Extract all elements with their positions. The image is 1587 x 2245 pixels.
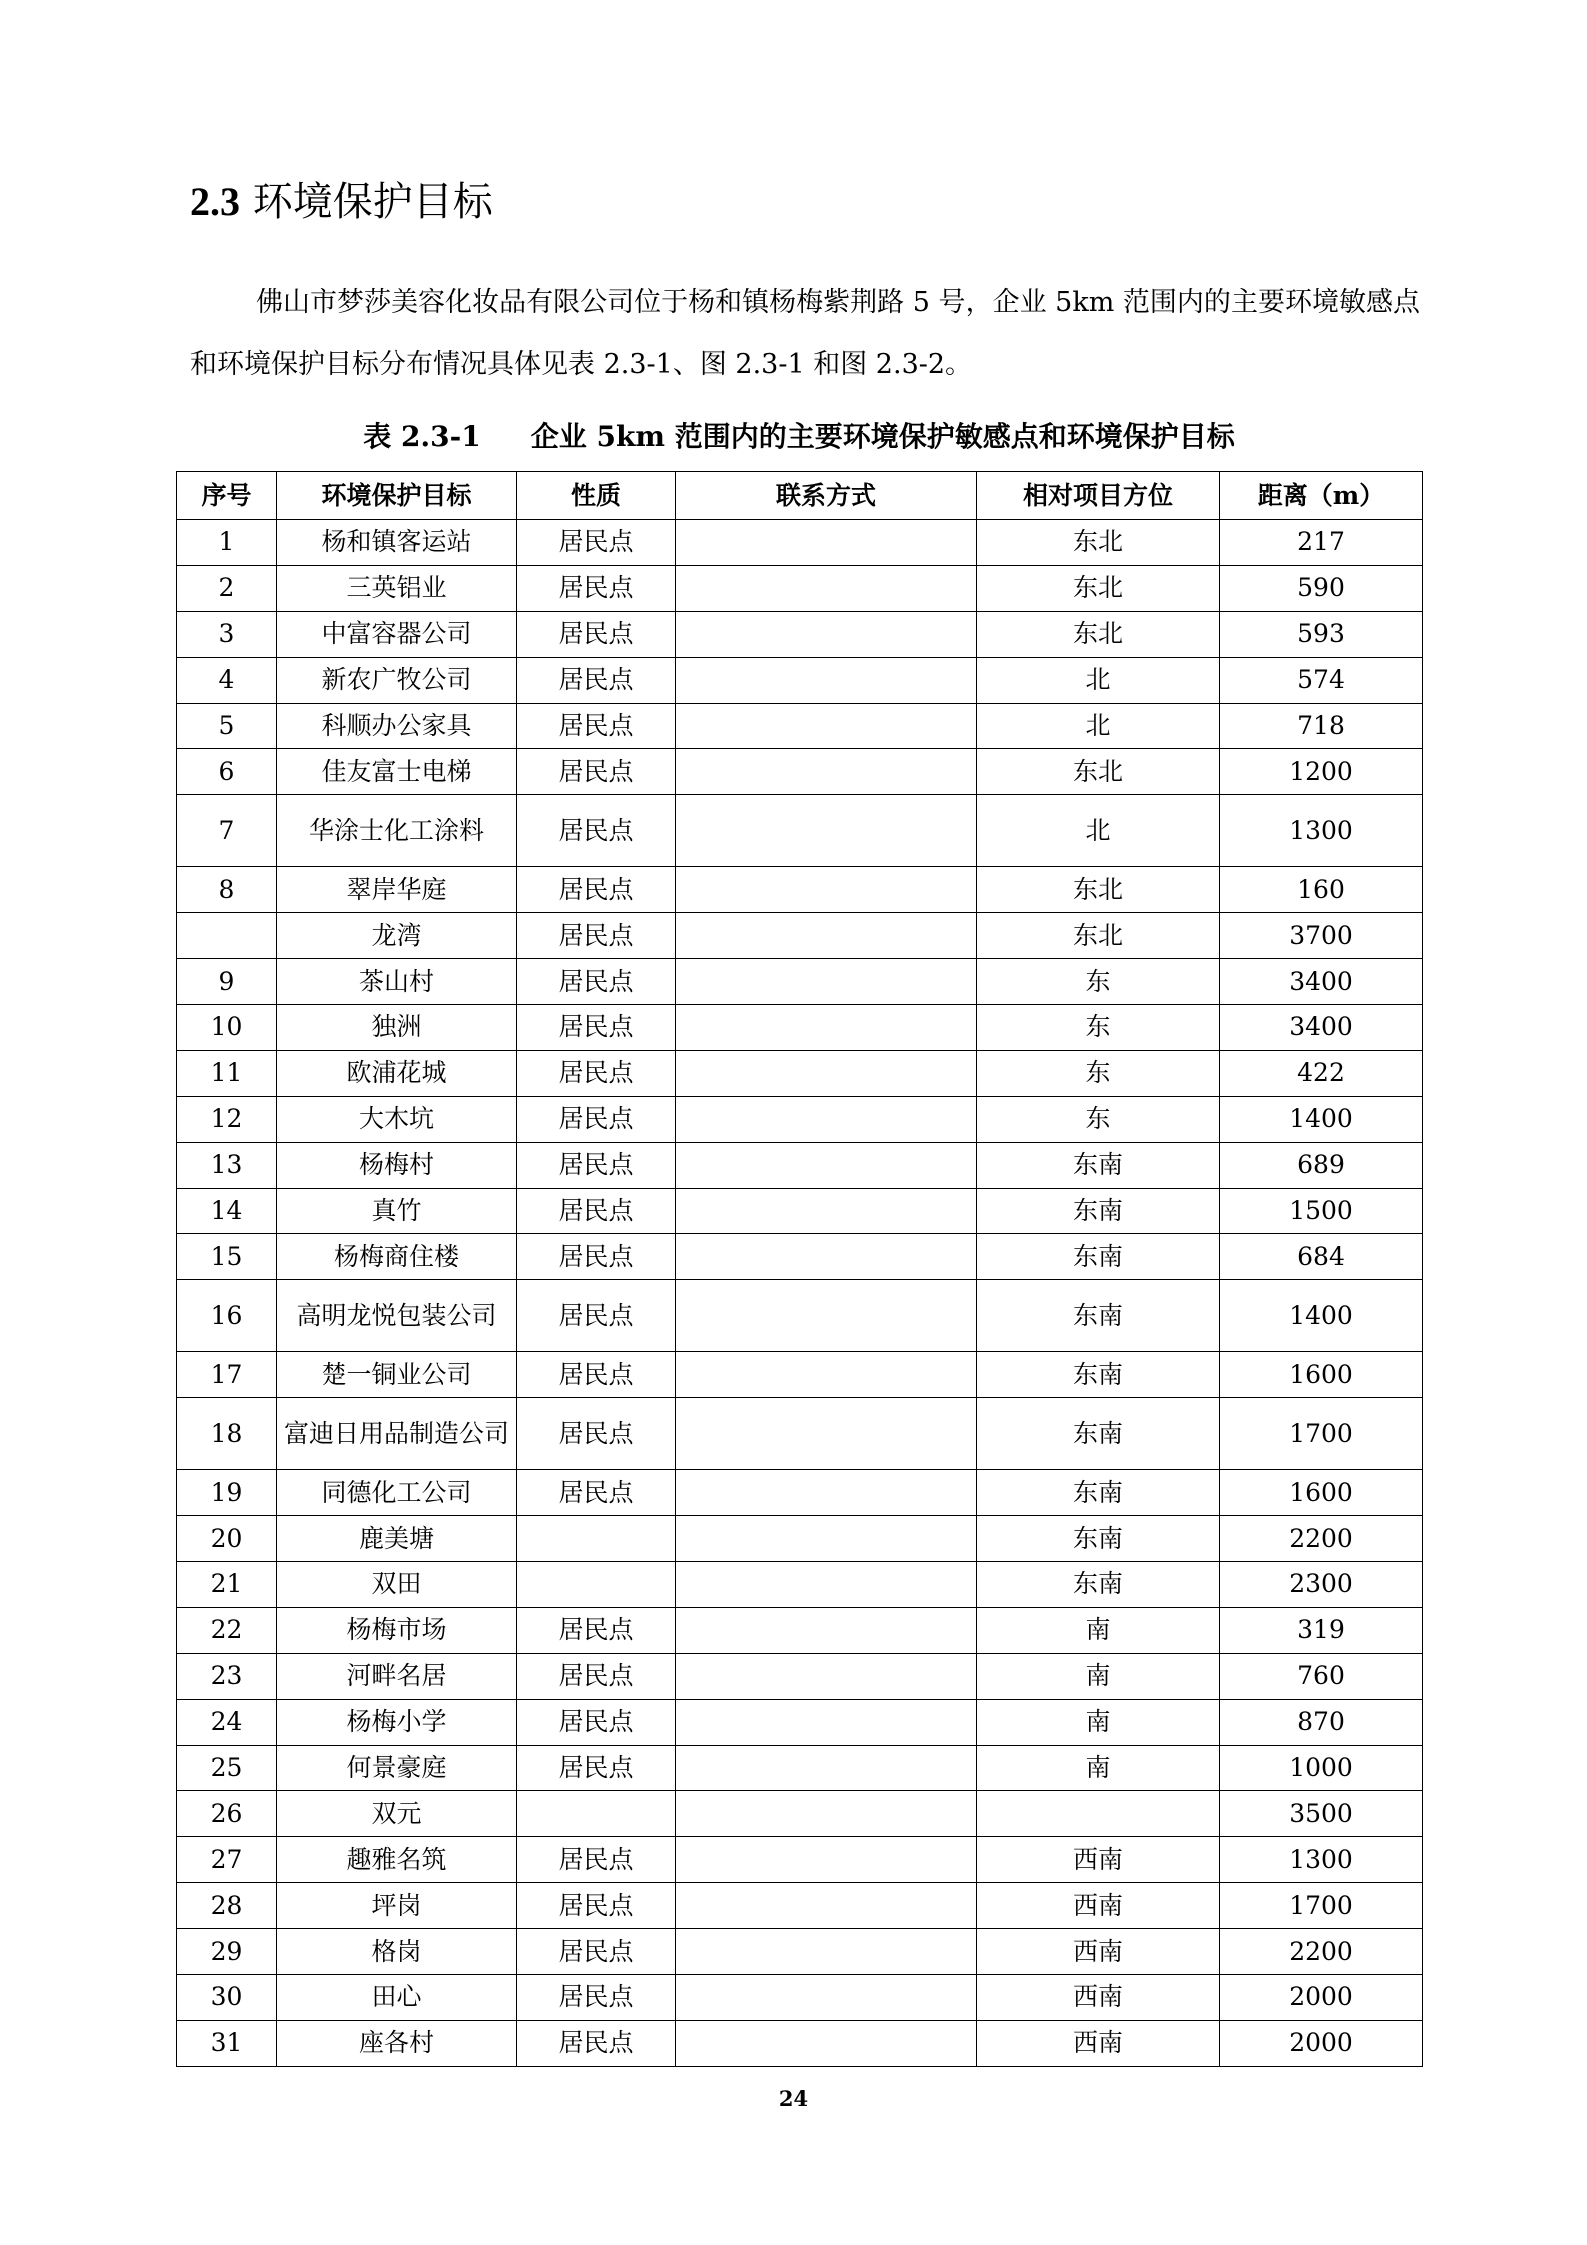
cell-distance: 2200 — [1220, 1516, 1423, 1562]
table-caption-number: 表 2.3-1 — [363, 420, 481, 453]
cell-nature: 居民点 — [517, 1975, 676, 2021]
cell-distance: 590 — [1220, 565, 1423, 611]
cell-no: 9 — [177, 959, 277, 1005]
cell-direction: 南 — [977, 1607, 1220, 1653]
cell-contact — [676, 1699, 977, 1745]
cell-nature: 居民点 — [517, 1653, 676, 1699]
cell-distance: 684 — [1220, 1234, 1423, 1280]
cell-target: 杨梅小学 — [277, 1699, 517, 1745]
header-contact: 联系方式 — [676, 472, 977, 520]
cell-target: 中富容器公司 — [277, 611, 517, 657]
cell-distance: 1700 — [1220, 1398, 1423, 1470]
table-row — [177, 611, 1423, 657]
header-direction: 相对项目方位 — [977, 472, 1220, 520]
cell-direction: 北 — [977, 657, 1220, 703]
table-row — [177, 1005, 1423, 1051]
cell-nature — [517, 1516, 676, 1562]
cell-distance: 217 — [1220, 520, 1423, 566]
cell-target: 双元 — [277, 1791, 517, 1837]
cell-target: 杨梅市场 — [277, 1607, 517, 1653]
table-row — [177, 1234, 1423, 1280]
table-body — [177, 520, 1423, 2067]
cell-contact — [676, 1188, 977, 1234]
cell-no: 12 — [177, 1096, 277, 1142]
cell-target: 新农广牧公司 — [277, 657, 517, 703]
table-row — [177, 1975, 1423, 2021]
cell-contact — [676, 1562, 977, 1608]
cell-nature: 居民点 — [517, 1398, 676, 1470]
cell-nature: 居民点 — [517, 913, 676, 959]
cell-direction: 北 — [977, 795, 1220, 867]
cell-direction: 南 — [977, 1699, 1220, 1745]
cell-no: 6 — [177, 749, 277, 795]
cell-direction: 东北 — [977, 749, 1220, 795]
cell-distance: 422 — [1220, 1050, 1423, 1096]
cell-nature: 居民点 — [517, 703, 676, 749]
cell-no: 2 — [177, 565, 277, 611]
cell-nature: 居民点 — [517, 1188, 676, 1234]
table-row — [177, 1096, 1423, 1142]
cell-distance: 3400 — [1220, 959, 1423, 1005]
cell-contact — [676, 657, 977, 703]
cell-contact — [676, 1516, 977, 1562]
table-row — [177, 1050, 1423, 1096]
cell-nature: 居民点 — [517, 1352, 676, 1398]
cell-contact — [676, 1470, 977, 1516]
cell-nature: 居民点 — [517, 1745, 676, 1791]
cell-contact — [676, 1096, 977, 1142]
cell-nature: 居民点 — [517, 959, 676, 1005]
cell-no: 21 — [177, 1562, 277, 1608]
cell-no: 17 — [177, 1352, 277, 1398]
table-row — [177, 1791, 1423, 1837]
cell-distance: 1600 — [1220, 1352, 1423, 1398]
table-row — [177, 1745, 1423, 1791]
table-header-row — [177, 472, 1423, 520]
section-number: 2.3 — [190, 179, 240, 224]
cell-direction: 东南 — [977, 1352, 1220, 1398]
cell-contact — [676, 520, 977, 566]
cell-distance: 1600 — [1220, 1470, 1423, 1516]
cell-distance: 1500 — [1220, 1188, 1423, 1234]
cell-no: 23 — [177, 1653, 277, 1699]
cell-contact — [676, 1791, 977, 1837]
cell-direction: 东南 — [977, 1562, 1220, 1608]
cell-target: 杨梅村 — [277, 1142, 517, 1188]
cell-contact — [676, 1837, 977, 1883]
cell-contact — [676, 2020, 977, 2066]
cell-contact — [676, 1352, 977, 1398]
cell-direction: 东 — [977, 959, 1220, 1005]
cell-nature: 居民点 — [517, 749, 676, 795]
cell-no: 14 — [177, 1188, 277, 1234]
cell-direction: 东北 — [977, 565, 1220, 611]
cell-contact — [676, 749, 977, 795]
cell-no: 15 — [177, 1234, 277, 1280]
cell-direction: 东北 — [977, 611, 1220, 657]
table-row — [177, 1562, 1423, 1608]
cell-distance: 1000 — [1220, 1745, 1423, 1791]
table-row — [177, 703, 1423, 749]
cell-contact — [676, 1653, 977, 1699]
cell-distance: 1200 — [1220, 749, 1423, 795]
cell-target: 鹿美塘 — [277, 1516, 517, 1562]
cell-distance: 2200 — [1220, 1929, 1423, 1975]
cell-target: 座各村 — [277, 2020, 517, 2066]
cell-no: 27 — [177, 1837, 277, 1883]
cell-distance: 593 — [1220, 611, 1423, 657]
header-distance: 距离（m） — [1220, 472, 1423, 520]
cell-target: 趣雅名筑 — [277, 1837, 517, 1883]
cell-contact — [676, 1142, 977, 1188]
table-row — [177, 1516, 1423, 1562]
table-row — [177, 959, 1423, 1005]
cell-no: 1 — [177, 520, 277, 566]
cell-direction: 东北 — [977, 913, 1220, 959]
page-number: 24 — [778, 2086, 809, 2111]
cell-direction: 东南 — [977, 1516, 1220, 1562]
cell-no — [177, 913, 277, 959]
table-row — [177, 1883, 1423, 1929]
header-no: 序号 — [177, 472, 277, 520]
cell-no: 26 — [177, 1791, 277, 1837]
cell-nature: 居民点 — [517, 1096, 676, 1142]
table-row — [177, 795, 1423, 867]
cell-direction: 西南 — [977, 1837, 1220, 1883]
cell-contact — [676, 1005, 977, 1051]
cell-target: 华涂士化工涂料 — [277, 795, 517, 867]
cell-no: 8 — [177, 867, 277, 913]
cell-target: 三英铝业 — [277, 565, 517, 611]
cell-no: 18 — [177, 1398, 277, 1470]
cell-contact — [676, 1398, 977, 1470]
cell-distance: 160 — [1220, 867, 1423, 913]
table-row — [177, 1837, 1423, 1883]
cell-target: 茶山村 — [277, 959, 517, 1005]
cell-distance: 2300 — [1220, 1562, 1423, 1608]
table-row — [177, 913, 1423, 959]
cell-nature: 居民点 — [517, 1142, 676, 1188]
cell-nature: 居民点 — [517, 1929, 676, 1975]
table-row — [177, 2020, 1423, 2066]
cell-nature: 居民点 — [517, 611, 676, 657]
cell-target: 翠岸华庭 — [277, 867, 517, 913]
cell-distance: 870 — [1220, 1699, 1423, 1745]
cell-direction: 东 — [977, 1005, 1220, 1051]
cell-contact — [676, 611, 977, 657]
cell-no: 28 — [177, 1883, 277, 1929]
cell-target: 何景豪庭 — [277, 1745, 517, 1791]
header-nature: 性质 — [517, 472, 676, 520]
cell-distance: 689 — [1220, 1142, 1423, 1188]
cell-direction: 南 — [977, 1745, 1220, 1791]
cell-no: 20 — [177, 1516, 277, 1562]
cell-nature — [517, 1562, 676, 1608]
cell-nature: 居民点 — [517, 795, 676, 867]
cell-no: 16 — [177, 1280, 277, 1352]
cell-contact — [676, 1607, 977, 1653]
cell-no: 13 — [177, 1142, 277, 1188]
cell-contact — [676, 867, 977, 913]
cell-contact — [676, 1975, 977, 2021]
cell-direction: 东 — [977, 1096, 1220, 1142]
cell-target: 科顺办公家具 — [277, 703, 517, 749]
cell-contact — [676, 1929, 977, 1975]
cell-distance: 319 — [1220, 1607, 1423, 1653]
cell-target: 杨和镇客运站 — [277, 520, 517, 566]
cell-distance: 1400 — [1220, 1096, 1423, 1142]
table-row — [177, 1398, 1423, 1470]
cell-direction: 东南 — [977, 1470, 1220, 1516]
cell-contact — [676, 565, 977, 611]
cell-direction: 东南 — [977, 1142, 1220, 1188]
cell-direction: 东北 — [977, 520, 1220, 566]
table-row — [177, 1653, 1423, 1699]
cell-nature: 居民点 — [517, 520, 676, 566]
cell-nature: 居民点 — [517, 657, 676, 703]
cell-target: 格岗 — [277, 1929, 517, 1975]
cell-target: 佳友富士电梯 — [277, 749, 517, 795]
cell-distance: 3400 — [1220, 1005, 1423, 1051]
cell-direction: 东南 — [977, 1234, 1220, 1280]
cell-target: 双田 — [277, 1562, 517, 1608]
cell-target: 富迪日用品制造公司 — [277, 1398, 517, 1470]
cell-target: 龙湾 — [277, 913, 517, 959]
cell-contact — [676, 795, 977, 867]
protection-targets-table — [176, 471, 1423, 2067]
cell-direction: 北 — [977, 703, 1220, 749]
cell-no: 25 — [177, 1745, 277, 1791]
table-row — [177, 565, 1423, 611]
cell-contact — [676, 1280, 977, 1352]
cell-target: 楚一铜业公司 — [277, 1352, 517, 1398]
cell-nature: 居民点 — [517, 1050, 676, 1096]
cell-direction: 东南 — [977, 1188, 1220, 1234]
cell-contact — [676, 1745, 977, 1791]
cell-distance: 3700 — [1220, 913, 1423, 959]
cell-target: 真竹 — [277, 1188, 517, 1234]
cell-direction: 东南 — [977, 1280, 1220, 1352]
table-row — [177, 1699, 1423, 1745]
cell-distance: 1700 — [1220, 1883, 1423, 1929]
cell-target: 欧浦花城 — [277, 1050, 517, 1096]
cell-target: 独洲 — [277, 1005, 517, 1051]
cell-nature: 居民点 — [517, 867, 676, 913]
cell-no: 31 — [177, 2020, 277, 2066]
cell-direction: 西南 — [977, 1929, 1220, 1975]
cell-no: 11 — [177, 1050, 277, 1096]
table-row — [177, 867, 1423, 913]
cell-distance: 2000 — [1220, 1975, 1423, 2021]
table-row — [177, 1352, 1423, 1398]
cell-distance: 1300 — [1220, 1837, 1423, 1883]
cell-direction: 西南 — [977, 2020, 1220, 2066]
cell-nature: 居民点 — [517, 565, 676, 611]
cell-no: 29 — [177, 1929, 277, 1975]
cell-target: 大木坑 — [277, 1096, 517, 1142]
table-row — [177, 1188, 1423, 1234]
cell-contact — [676, 1050, 977, 1096]
cell-nature: 居民点 — [517, 1699, 676, 1745]
table-row — [177, 749, 1423, 795]
table-row — [177, 657, 1423, 703]
cell-nature: 居民点 — [517, 2020, 676, 2066]
cell-no: 4 — [177, 657, 277, 703]
cell-direction: 东北 — [977, 867, 1220, 913]
cell-nature: 居民点 — [517, 1005, 676, 1051]
cell-contact — [676, 913, 977, 959]
cell-contact — [676, 1883, 977, 1929]
cell-nature: 居民点 — [517, 1234, 676, 1280]
cell-no: 7 — [177, 795, 277, 867]
cell-no: 19 — [177, 1470, 277, 1516]
cell-target: 高明龙悦包装公司 — [277, 1280, 517, 1352]
cell-direction: 东南 — [977, 1398, 1220, 1470]
header-target: 环境保护目标 — [277, 472, 517, 520]
cell-distance: 1300 — [1220, 795, 1423, 867]
cell-target: 杨梅商住楼 — [277, 1234, 517, 1280]
cell-nature: 居民点 — [517, 1280, 676, 1352]
cell-nature: 居民点 — [517, 1607, 676, 1653]
cell-direction: 西南 — [977, 1975, 1220, 2021]
table-row — [177, 1470, 1423, 1516]
table-row — [177, 1280, 1423, 1352]
cell-distance: 3500 — [1220, 1791, 1423, 1837]
cell-contact — [676, 703, 977, 749]
cell-nature — [517, 1791, 676, 1837]
cell-contact — [676, 1234, 977, 1280]
cell-no: 5 — [177, 703, 277, 749]
cell-nature: 居民点 — [517, 1470, 676, 1516]
table-caption-title: 企业 5km 范围内的主要环境保护敏感点和环境保护目标 — [530, 420, 1235, 453]
cell-target: 田心 — [277, 1975, 517, 2021]
cell-target: 河畔名居 — [277, 1653, 517, 1699]
cell-no: 22 — [177, 1607, 277, 1653]
cell-distance: 1400 — [1220, 1280, 1423, 1352]
cell-no: 30 — [177, 1975, 277, 2021]
cell-distance: 718 — [1220, 703, 1423, 749]
cell-nature: 居民点 — [517, 1883, 676, 1929]
table-row — [177, 1607, 1423, 1653]
cell-direction: 东 — [977, 1050, 1220, 1096]
table-caption — [176, 412, 1422, 462]
cell-distance: 2000 — [1220, 2020, 1423, 2066]
table-row — [177, 1929, 1423, 1975]
table-row — [177, 1142, 1423, 1188]
intro-paragraph: 佛山市梦莎美容化妆品有限公司位于杨和镇杨梅紫荆路 5 号，企业 5km 范围内的主要环境敏感点和环境保护目标分布情况具体见表 2.3-1、图 2.3-1 和图 2.3-2。 — [190, 287, 1420, 380]
cell-contact — [676, 959, 977, 1005]
cell-direction — [977, 1791, 1220, 1837]
cell-no: 3 — [177, 611, 277, 657]
cell-target: 同德化工公司 — [277, 1470, 517, 1516]
cell-direction: 西南 — [977, 1883, 1220, 1929]
table-row — [177, 520, 1423, 566]
section-title: 环境保护目标 — [252, 179, 493, 225]
cell-target: 坪岗 — [277, 1883, 517, 1929]
cell-no: 10 — [177, 1005, 277, 1051]
cell-distance: 574 — [1220, 657, 1423, 703]
cell-no: 24 — [177, 1699, 277, 1745]
cell-nature: 居民点 — [517, 1837, 676, 1883]
cell-distance: 760 — [1220, 1653, 1423, 1699]
cell-direction: 南 — [977, 1653, 1220, 1699]
section-heading — [190, 172, 493, 232]
